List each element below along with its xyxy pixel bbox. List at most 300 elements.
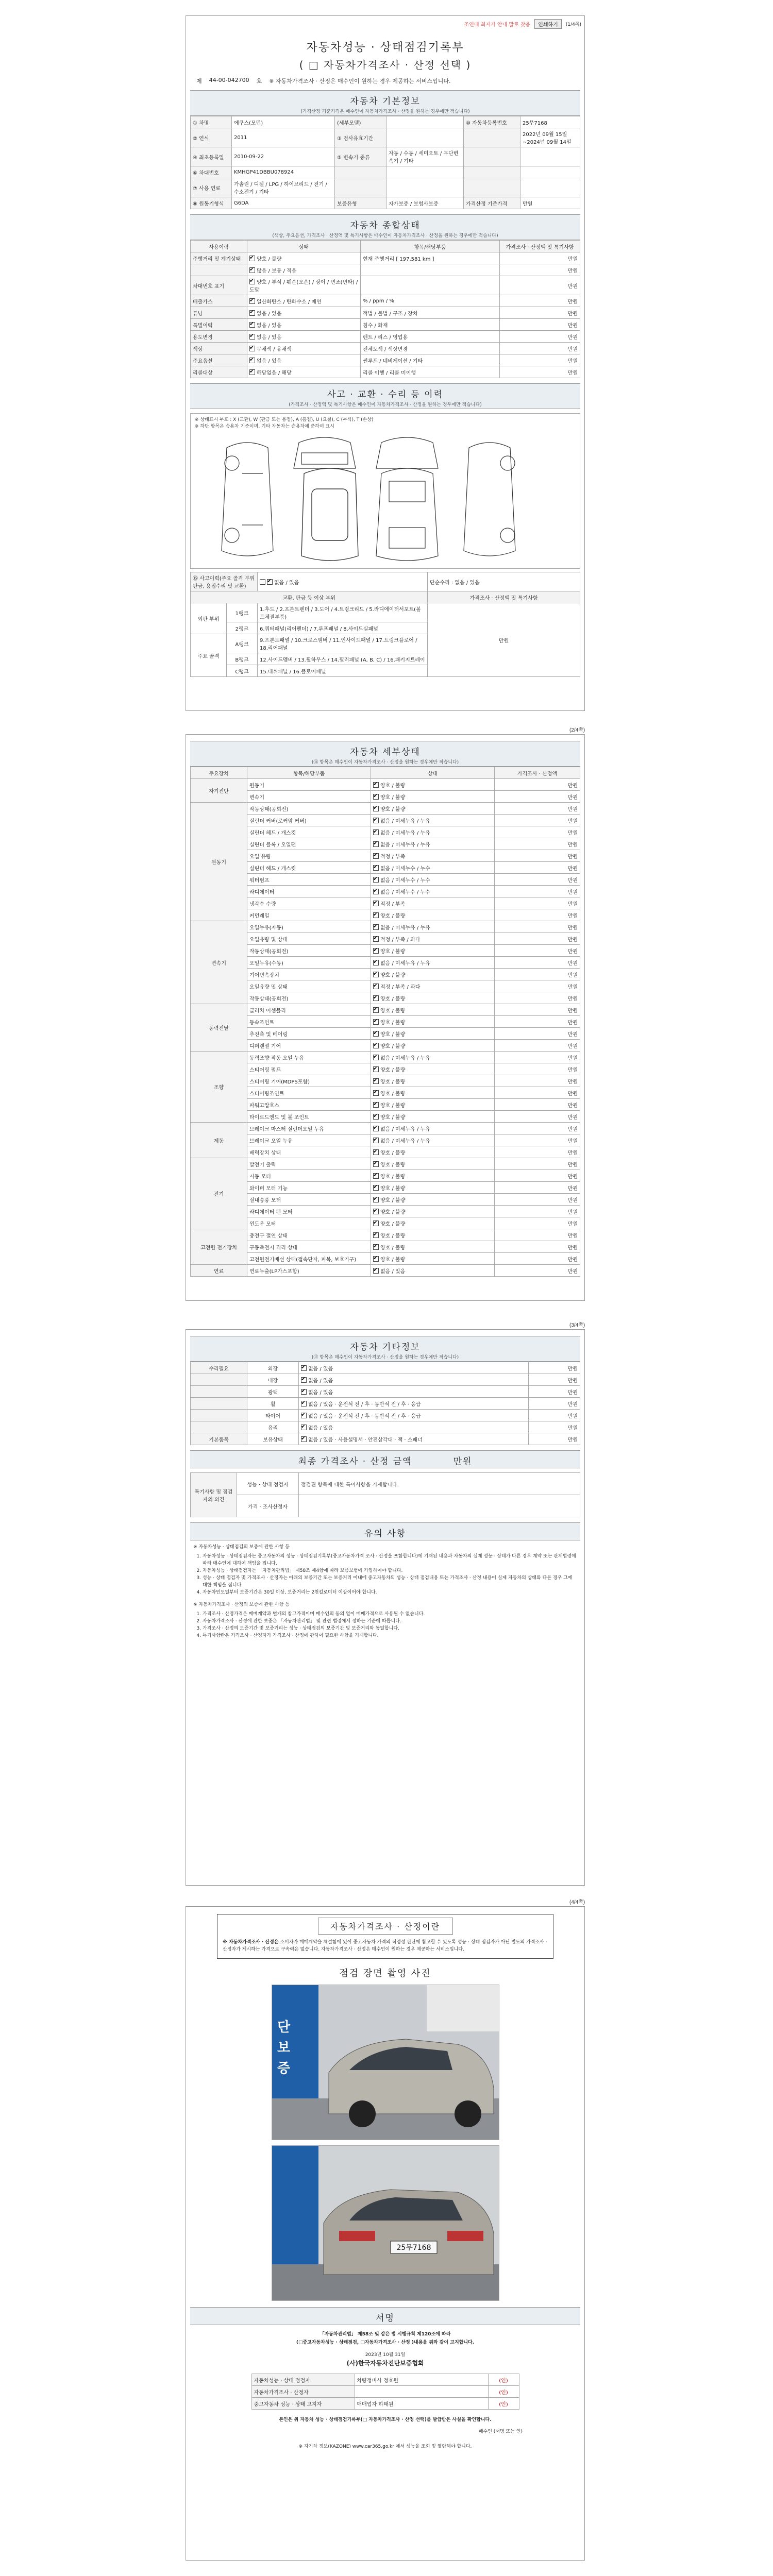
detail-title: 자동차 세부상태	[350, 747, 421, 757]
detail-state: ✔ 양호 / 불량	[371, 779, 495, 791]
checkbox-icon	[260, 579, 265, 585]
rankA-label: A랭크	[227, 634, 258, 653]
detail-state: ✔ 적정 / 부족 / 과다	[371, 980, 495, 992]
detail-table	[190, 767, 580, 1277]
basic-info-row	[191, 178, 580, 197]
detail-price: 만원	[495, 945, 580, 957]
accident-price-heading: 가격조사 · 산정액 및 특기사항	[428, 591, 580, 603]
summary-label: 리콜대상	[191, 366, 247, 378]
checkbox-checked-icon	[373, 912, 379, 918]
detail-item: 실내송풍 모터	[247, 1194, 371, 1206]
signer-role: 자동차성능 · 상태 점검자	[251, 2374, 355, 2386]
rankC-label: C랭크	[227, 665, 258, 677]
detail-state: ✔ 양호 / 불량	[371, 1063, 495, 1075]
detail-row	[191, 1170, 580, 1182]
checkbox-checked-icon	[373, 972, 379, 977]
basic-value-2: 2022년 09월 15일 ~2024년 09월 14일	[520, 128, 580, 147]
detail-state: ✔ 양호 / 불량	[371, 992, 495, 1004]
basic-extra-label: ③ 검사유효기간	[335, 128, 386, 147]
detail-price: 만원	[495, 1217, 580, 1229]
detail-item: 기어변속장치	[247, 969, 371, 980]
checkbox-checked-icon	[373, 865, 379, 871]
checkbox-checked-icon	[301, 1389, 307, 1395]
summary-state: ✔ 없음 / 있음	[247, 307, 361, 319]
summary-price: 만원	[500, 264, 580, 276]
detail-item: 구동축전지 격리 상태	[247, 1241, 371, 1253]
summary-detail	[361, 276, 500, 295]
basic-extra-label: ⑤ 변속기 종류	[335, 147, 386, 166]
notice-2-title: ※ 자동차가격조사 · 산정의 보증에 관한 사항 등	[193, 1602, 290, 1607]
checkbox-checked-icon	[373, 1197, 379, 1202]
opinion-table	[190, 1472, 580, 1517]
detail-row	[191, 1134, 580, 1146]
summary-detail: 썬루프 / 네비게이션 / 기타	[361, 354, 500, 366]
other-state: ✔ 없음 / 있음	[299, 1386, 529, 1398]
detail-state: ✔ 양호 / 불량	[371, 1158, 495, 1170]
final-price-value: 만원	[453, 1456, 473, 1467]
summary-label: 주행거리 및 계기상태	[191, 252, 247, 264]
car-right-view	[464, 443, 515, 556]
svg-text:보: 보	[277, 2040, 290, 2056]
checkbox-checked-icon	[301, 1425, 307, 1430]
basic-info-table	[190, 116, 580, 209]
checkbox-checked-icon	[373, 1126, 379, 1131]
detail-col-header: 가격조사 · 산정액	[495, 767, 580, 779]
notice-1-item: 4. 자동차인도일부터 보증기간은 30일 이상, 보증거리는 2천킬로미터 이상이어야 합니다.	[203, 1589, 577, 1596]
summary-col-header: 상태	[247, 241, 361, 252]
price-guide-link[interactable]: 조연대 최저가 안내 말로 찾음	[464, 22, 531, 28]
basic-label-2	[464, 128, 520, 147]
detail-item: 실린더 커버(로커암 커버)	[247, 815, 371, 826]
other-group	[191, 1374, 247, 1386]
detail-state: ✔ 양호 / 불량	[371, 803, 495, 815]
basic-info-header	[190, 90, 580, 116]
checkbox-checked-icon	[373, 1232, 379, 1238]
checkbox-checked-icon	[373, 936, 379, 942]
summary-row	[191, 354, 580, 366]
basic-value-2: 만원	[520, 197, 580, 209]
doc-no-suffix: 호	[256, 78, 262, 84]
detail-state: ✔ 양호 / 불량	[371, 1087, 495, 1099]
other-info-row	[191, 1362, 580, 1374]
print-button[interactable]: 인쇄하기	[534, 19, 562, 29]
detail-item: 스티어링 펌프	[247, 1063, 371, 1075]
detail-state: ✔ 양호 / 불량	[371, 1028, 495, 1040]
other-group	[191, 1421, 247, 1433]
other-group	[191, 1398, 247, 1410]
detail-item: 변속기	[247, 791, 371, 803]
summary-state: ✔ 없음 / 있음	[247, 354, 361, 366]
page-1	[186, 15, 585, 711]
detail-price: 만원	[495, 1194, 580, 1206]
checkbox-checked-icon	[249, 279, 255, 284]
detail-item: 브레이크 오일 누유	[247, 1134, 371, 1146]
signature-row	[251, 2374, 519, 2386]
summary-state: ✔ 일산화탄소 / 탄화수소 / 매연	[247, 295, 361, 307]
basic-extra-label	[335, 166, 386, 178]
notice-2-item: 2. 자동차가격조사 · 산정에 관한 보증은 「자동차관리법」 및 관련 법령에서 정하는 기준에 따릅니다.	[203, 1618, 577, 1625]
sign-org: (사)한국자동차진단보증협회	[346, 2360, 424, 2367]
detail-state: ✔ 없음 / 미세누수 / 누수	[371, 886, 495, 897]
checkbox-checked-icon	[373, 1149, 379, 1155]
detail-row	[191, 1194, 580, 1206]
detail-row	[191, 1063, 580, 1075]
detail-price: 만원	[495, 992, 580, 1004]
detail-row	[191, 886, 580, 897]
basic-extra: 자가보증 / 보험사보증	[386, 197, 464, 209]
price-info-text	[223, 1939, 548, 1953]
detail-price: 만원	[495, 838, 580, 850]
detail-item: 등속조인트	[247, 1016, 371, 1028]
car-outline-diagram	[211, 432, 567, 566]
summary-header	[190, 214, 580, 240]
basic-label: ④ 최초등록일	[191, 147, 232, 166]
summary-state: ✔ 없음 / 있음	[247, 331, 361, 343]
other-state: ✔ 없음 / 있음 · 운전석 전 / 후 · 동반석 전 / 후 · 응급	[299, 1398, 529, 1410]
notice-1-item: 3. 성능 · 상태 점검자 및 가격조사 · 산정자는 아래의 보증기간 또는 보증거리 이내에 중고자동차의 성능 · 상태 점검내용 또는 가격조사 · 산정 내용이 실제 자동차의 상태와 다른 경우 그에 대한 책임을 집니다.	[203, 1574, 577, 1589]
detail-price: 만원	[495, 1170, 580, 1182]
checkbox-checked-icon	[373, 1055, 379, 1060]
basic-value-2	[520, 166, 580, 178]
signer-seal[interactable]: (인)	[488, 2398, 519, 2410]
other-label: 외장	[247, 1362, 299, 1374]
other-price: 만원	[529, 1374, 580, 1386]
summary-state: ✔ 무채색 / 유채색	[247, 343, 361, 354]
detail-row	[191, 1265, 580, 1277]
detail-item: 스티어링 기어(MDPS포함)	[247, 1075, 371, 1087]
detail-row	[191, 980, 580, 992]
detail-row	[191, 791, 580, 803]
price-info-box	[217, 1914, 553, 1959]
summary-price: 만원	[500, 319, 580, 331]
sign-text-2: (□중고자동차성능 · 상태점검, □자동차가격조사 · 산정 )내용을 위와 같이 고지합니다.	[296, 2340, 475, 2345]
summary-col-header: 가격조사 · 산정액 및 특기사항	[500, 241, 580, 252]
detail-price: 만원	[495, 1182, 580, 1194]
other-info-table	[190, 1362, 580, 1445]
summary-detail: 현재 주행거리 [ 197,581 km ]	[361, 252, 500, 264]
notice-header	[190, 1522, 580, 1540]
detail-row	[191, 1016, 580, 1028]
summary-detail: 렌트 / 리스 / 영업용	[361, 331, 500, 343]
detail-row	[191, 803, 580, 815]
detail-price: 만원	[495, 1052, 580, 1063]
detail-row	[191, 957, 580, 969]
document-number-row	[196, 77, 574, 85]
receipt-text: 본인은 위 자동차 성능 · 상태점검기록부(□ 자동차가격조사 · 산정 선택)를 발급받은 사실을 확인합니다.	[279, 2417, 492, 2422]
basic-label-2: ⑩ 자동차등록번호	[464, 116, 520, 128]
detail-price: 만원	[495, 791, 580, 803]
accident-history-state: ✔없음 / 있음	[258, 572, 428, 591]
summary-label: 색상	[191, 343, 247, 354]
detail-item: 오일 유량	[247, 850, 371, 862]
detail-price: 만원	[495, 1146, 580, 1158]
receipt-sign[interactable]: 매수인 (서명 또는 인)	[478, 2429, 523, 2434]
rank2-label: 2랭크	[227, 622, 258, 634]
summary-price: 만원	[500, 295, 580, 307]
checkbox-checked-icon	[249, 334, 255, 340]
checkbox-checked-icon	[267, 579, 273, 585]
opinion-text-2	[299, 1495, 580, 1517]
signer-name: 차량정비사 정효원	[355, 2374, 488, 2386]
summary-row	[191, 319, 580, 331]
detail-price: 만원	[495, 1206, 580, 1217]
detail-price: 만원	[495, 1229, 580, 1241]
checkbox-checked-icon	[373, 877, 379, 883]
checkbox-checked-icon	[301, 1377, 307, 1383]
detail-row	[191, 1040, 580, 1052]
checkbox-checked-icon	[373, 1102, 379, 1108]
page-4	[186, 1906, 585, 2561]
basic-extra-label: 보증유형	[335, 197, 386, 209]
detail-row	[191, 921, 580, 933]
detail-price: 만원	[495, 779, 580, 791]
summary-price: 만원	[500, 354, 580, 366]
detail-row	[191, 815, 580, 826]
detail-price: 만원	[495, 1158, 580, 1170]
rank1-items: 1.후드 / 2.프론트펜더 / 3.도어 / 4.트렁크리드 / 5.라디에이터서포트(볼트체결부품)	[258, 603, 428, 622]
checkbox-checked-icon	[373, 1078, 379, 1084]
detail-price: 만원	[495, 957, 580, 969]
detail-row	[191, 779, 580, 791]
car-left-view	[222, 443, 273, 556]
detail-price: 만원	[495, 1016, 580, 1028]
checkbox-checked-icon	[373, 1031, 379, 1037]
detail-item: 스티어링조인트	[247, 1087, 371, 1099]
basic-label: ② 연식	[191, 128, 232, 147]
page-3	[186, 1329, 585, 1886]
accident-header	[190, 383, 580, 409]
summary-label: 차대번호 표기	[191, 276, 247, 295]
other-info-sub: (⑰ 항목은 매수인이 자동차가격조사 · 산정을 원하는 경우에만 적습니다)	[311, 1355, 459, 1360]
summary-table	[190, 240, 580, 378]
detail-group: 동력전달	[191, 1004, 247, 1052]
inspection-photo-rear	[272, 2145, 499, 2301]
sign-text-1: 「자동차관리법」 제58조 및 같은 법 시행규칙 제120조에 따라	[320, 2332, 451, 2337]
detail-state: ✔ 양호 / 불량	[371, 1099, 495, 1111]
detail-price: 만원	[495, 850, 580, 862]
other-label: 유리	[247, 1421, 299, 1433]
basic-label-2	[464, 166, 520, 178]
detail-state: ✔ 없음 / 미세누유 / 누유	[371, 921, 495, 933]
other-label: 광택	[247, 1386, 299, 1398]
detail-state: ✔ 적정 / 부족 / 과다	[371, 933, 495, 945]
notice-2-item: 1. 가격조사 · 산정가격은 매매계약과 별개의 참고가격이며 매수인의 동의 없이 매매가격으로 사용될 수 없습니다.	[203, 1611, 577, 1618]
legend-line-1: ※ 상태표시 부호 : X (교환), W (판금 또는 용접), A (흠집), U (요철), C (부식), T (손상)	[195, 417, 374, 422]
car-top-view	[301, 468, 358, 561]
summary-col-header: 사용이력	[191, 241, 247, 252]
summary-label	[191, 264, 247, 276]
checkbox-checked-icon	[373, 1161, 379, 1167]
page-3-number: (3/4쪽)	[569, 1323, 585, 1328]
basic-label: ⑧ 원동기형식	[191, 197, 232, 209]
detail-group: 고전원 전기장치	[191, 1229, 247, 1265]
detail-price: 만원	[495, 803, 580, 815]
price-info-title: 자동차가격조사 · 산정이란	[318, 1918, 453, 1935]
signer-role: 중고자동차 성능 · 상태 고지자	[251, 2398, 355, 2410]
rankA-items: 9.프론트패널 / 10.크로스멤버 / 11.인사이드패널 / 17.트렁크플로어 / 18.리어패널	[258, 634, 428, 653]
other-group: 수리필요	[191, 1362, 247, 1374]
detail-row	[191, 969, 580, 980]
notice-body	[186, 1540, 584, 1645]
summary-price: 만원	[500, 307, 580, 319]
doc-warning: ※ 자동차가격조사 · 산정은 매수인이 원하는 경우 제공하는 서비스입니다.	[269, 78, 451, 84]
rankB-items: 12.사이드멤버 / 13.휠하우스 / 14.필러패널 (A, B, C) / 16.패키지트레이	[258, 653, 428, 665]
checkbox-checked-icon	[373, 829, 379, 835]
detail-group: 제동	[191, 1123, 247, 1158]
basic-info-sub: (가격산정 기준가격은 매수인이 자동차가격조사 · 산정을 원하는 경우에만 적습니다)	[300, 109, 470, 114]
summary-price: 만원	[500, 366, 580, 378]
detail-price: 만원	[495, 897, 580, 909]
other-info-row	[191, 1410, 580, 1421]
detail-row	[191, 850, 580, 862]
main-frame-label: 주요 골격	[191, 634, 227, 677]
plate-text: 25무7168	[396, 2244, 431, 2252]
basic-info-title: 자동차 기본정보	[350, 96, 421, 107]
detail-price: 만원	[495, 933, 580, 945]
detail-item: 동력조향 작동 오일 누유	[247, 1052, 371, 1063]
page-2	[186, 734, 585, 1301]
detail-row	[191, 1099, 580, 1111]
detail-row	[191, 1028, 580, 1040]
signature-row	[251, 2398, 519, 2410]
detail-item: 디퍼렌셜 기어	[247, 1040, 371, 1052]
car-rear-view	[376, 437, 438, 468]
other-price: 만원	[529, 1410, 580, 1421]
detail-state: ✔ 양호 / 불량	[371, 1229, 495, 1241]
signer-seal[interactable]: (인)	[488, 2374, 519, 2386]
outer-panel-label: 외판 부위	[191, 603, 227, 634]
detail-price: 만원	[495, 909, 580, 921]
checkbox-checked-icon	[301, 1365, 307, 1371]
basic-label-2: 가격산정 기준가격	[464, 197, 520, 209]
sign-date: 2023년 10월 31일	[365, 2352, 406, 2358]
diagram-legend	[195, 417, 374, 430]
detail-price: 만원	[495, 980, 580, 992]
other-group	[191, 1410, 247, 1421]
detail-price: 만원	[495, 1123, 580, 1134]
detail-item: 윈도우 모터	[247, 1217, 371, 1229]
detail-state: ✔ 양호 / 불량	[371, 969, 495, 980]
detail-price: 만원	[495, 862, 580, 874]
other-label: 내장	[247, 1374, 299, 1386]
summary-row	[191, 366, 580, 378]
summary-state: ✔양호 / 부식 / 훼손(오손) / 상이 / 변조(변타) / 도말	[247, 276, 361, 295]
detail-state: ✔ 양호 / 불량	[371, 1182, 495, 1194]
summary-col-header: 항목/해당부품	[361, 241, 500, 252]
detail-price: 만원	[495, 1087, 580, 1099]
detail-item: 실린더 블록 / 오일팬	[247, 838, 371, 850]
detail-row	[191, 1206, 580, 1217]
detail-item: 실린더 헤드 / 개스킷	[247, 862, 371, 874]
detail-row	[191, 826, 580, 838]
detail-item: 추진축 및 베어링	[247, 1028, 371, 1040]
detail-state: ✔ 없음 / 미세누유 / 누유	[371, 815, 495, 826]
other-info-header	[190, 1336, 580, 1362]
summary-state: ✔ 해당없음 / 해당	[247, 366, 361, 378]
checkbox-checked-icon	[373, 818, 379, 823]
detail-price: 만원	[495, 1241, 580, 1253]
doc-no-label: 제	[196, 78, 202, 84]
checkbox-checked-icon	[301, 1436, 307, 1442]
detail-price: 만원	[495, 1063, 580, 1075]
price-info-body: 소비자가 매매계약을 체결함에 있어 중고자동차 가격의 적정성 판단에 참고할 수 있도록 성능 · 상태 점검자가 아닌 별도의 가격조사 · 산정자가 제시하는 가격으로 구속력은 없습니다. 자동차가격조사 · 산정은 매수인이 원하는 경우 제공하는 서비스입니다.	[223, 1940, 547, 1952]
other-state: ✔ 없음 / 있음	[299, 1362, 529, 1374]
detail-row	[191, 838, 580, 850]
other-price: 만원	[529, 1398, 580, 1410]
basic-value-2	[520, 178, 580, 197]
detail-price: 만원	[495, 1075, 580, 1087]
detail-group: 원동기	[191, 803, 247, 921]
detail-state: ✔ 양호 / 불량	[371, 1040, 495, 1052]
other-info-row	[191, 1386, 580, 1398]
detail-item: 냉각수 수량	[247, 897, 371, 909]
other-state: ✔ 없음 / 있음	[299, 1374, 529, 1386]
detail-price: 만원	[495, 886, 580, 897]
other-price: 만원	[529, 1433, 580, 1445]
checkbox-checked-icon	[249, 346, 255, 351]
summary-row	[191, 276, 580, 295]
other-info-row	[191, 1421, 580, 1433]
detail-group: 조향	[191, 1052, 247, 1123]
photo-heading: 점검 장면 촬영 사진	[339, 1968, 431, 1979]
detail-item: 오일누유(수동)	[247, 957, 371, 969]
summary-detail: % / ppm / %	[361, 295, 500, 307]
detail-item: 고전원전기배선 상태(접속단자, 피복, 보호기구)	[247, 1253, 371, 1265]
detail-group: 전기	[191, 1158, 247, 1229]
detail-item: 배력장치 상태	[247, 1146, 371, 1158]
summary-detail: 리콜 이행 / 리콜 미이행	[361, 366, 500, 378]
basic-value: 2010-09-22	[232, 147, 335, 166]
detail-row	[191, 1182, 580, 1194]
basic-value: 가솔린 / 디젤 / LPG / 하이브리드 / 전기 / 수소전기 / 기타	[232, 178, 335, 197]
car-frame-view	[376, 468, 438, 561]
final-price-header	[190, 1450, 580, 1468]
checkbox-checked-icon	[249, 322, 255, 328]
detail-row	[191, 909, 580, 921]
detail-row	[191, 1241, 580, 1253]
notice-title: 유의 사항	[364, 1529, 407, 1539]
notice-2-item: 3. 가격조사 · 산정의 보증기간 및 보증거리는 성능 · 상태점검의 보증기간 및 보증거리와 동일합니다.	[203, 1625, 577, 1632]
signer-seal[interactable]: (인)	[488, 2386, 519, 2398]
detail-price: 만원	[495, 1099, 580, 1111]
detail-state: ✔ 없음 / 미세누수 / 누수	[371, 862, 495, 874]
basic-extra	[386, 166, 464, 178]
rankC-items: 15.대쉬패널 / 16.플로어패널	[258, 665, 428, 677]
basic-value-2	[520, 147, 580, 166]
detail-state: ✔ 양호 / 불량	[371, 1194, 495, 1206]
detail-group: 연료	[191, 1265, 247, 1277]
checkbox-checked-icon	[373, 1173, 379, 1179]
checkbox-checked-icon	[249, 267, 255, 273]
detail-row	[191, 1146, 580, 1158]
other-price: 만원	[529, 1421, 580, 1433]
detail-col-header: 상태	[371, 767, 495, 779]
detail-item: 타이로드엔드 및 볼 조인트	[247, 1111, 371, 1123]
detail-state: ✔ 양호 / 불량	[371, 1241, 495, 1253]
detail-row	[191, 874, 580, 886]
detail-state: ✔ 양호 / 불량	[371, 1016, 495, 1028]
detail-price: 만원	[495, 1265, 580, 1277]
other-price: 만원	[529, 1362, 580, 1374]
detail-row	[191, 1087, 580, 1099]
opinion-role-1: 성능 · 상태 점검자	[237, 1473, 299, 1495]
detail-state: ✔ 없음 / 미세누유 / 누유	[371, 957, 495, 969]
checkbox-checked-icon	[373, 984, 379, 989]
basic-value: KMHGP41DBBU078924	[232, 166, 335, 178]
detail-row	[191, 1253, 580, 1265]
summary-label: 튜닝	[191, 307, 247, 319]
detail-item: 연료누출(LP가스포함)	[247, 1265, 371, 1277]
